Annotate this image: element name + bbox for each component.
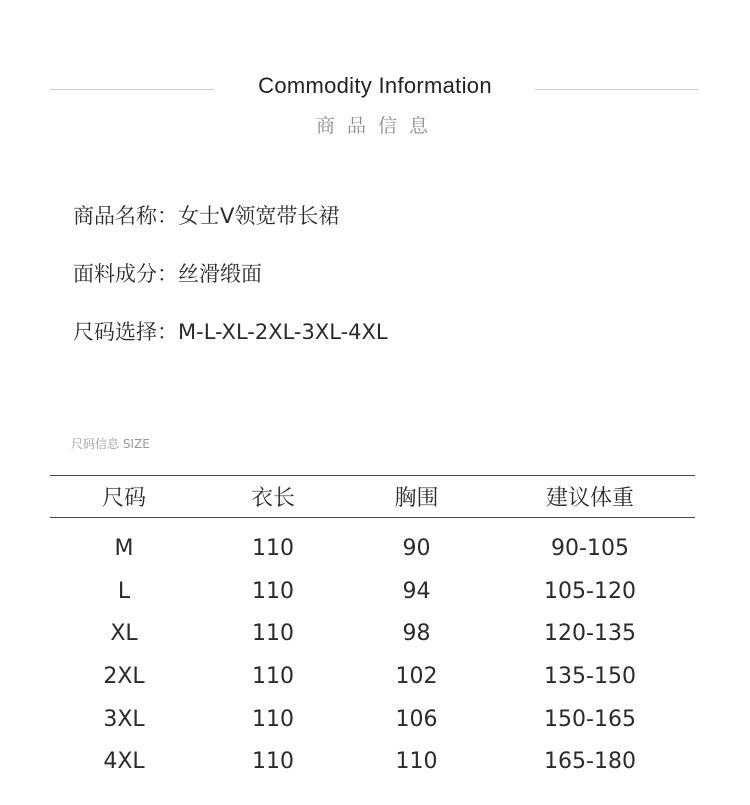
header-weight: 建议体重 bbox=[545, 486, 634, 511]
header-bust: 胸围 bbox=[394, 486, 439, 511]
table-row bbox=[50, 655, 695, 698]
cell-bust: 102 bbox=[395, 663, 438, 689]
cell-weight: 165-180 bbox=[544, 749, 636, 775]
page-title-en: Commodity Information bbox=[258, 73, 492, 98]
table-row bbox=[50, 698, 695, 741]
cell-weight: 150-165 bbox=[544, 706, 636, 732]
size-table bbox=[50, 475, 695, 783]
info-fabric: 面料成分：丝滑缎面 bbox=[73, 262, 262, 286]
table-body bbox=[50, 518, 695, 783]
table-row bbox=[50, 740, 695, 783]
cell-size: L bbox=[117, 578, 131, 604]
cell-size: M bbox=[114, 535, 134, 561]
cell-size: XL bbox=[110, 621, 138, 647]
cell-size: 4XL bbox=[103, 749, 145, 775]
header-length: 衣长 bbox=[250, 486, 295, 511]
cell-bust: 98 bbox=[402, 621, 431, 647]
cell-bust: 94 bbox=[402, 578, 431, 604]
size-caption: 尺码信息 SIZE bbox=[71, 437, 150, 451]
table-row bbox=[50, 570, 695, 613]
header-size: 尺码 bbox=[101, 486, 146, 511]
cell-size: 2XL bbox=[103, 663, 145, 689]
cell-weight: 105-120 bbox=[544, 578, 636, 604]
cell-weight: 135-150 bbox=[544, 663, 636, 689]
cell-length: 110 bbox=[252, 749, 294, 775]
cell-bust: 106 bbox=[395, 706, 438, 732]
cell-length: 110 bbox=[252, 578, 294, 604]
info-product-name: 商品名称：女士V领宽带长裙 bbox=[73, 204, 340, 228]
cell-length: 110 bbox=[252, 621, 294, 647]
cell-weight: 90-105 bbox=[551, 535, 629, 561]
info-sizes: 尺码选择：M-L-XL-2XL-3XL-4XL bbox=[73, 320, 388, 344]
cell-bust: 110 bbox=[395, 749, 438, 775]
table-row bbox=[50, 527, 695, 570]
table-row bbox=[50, 612, 695, 655]
cell-weight: 120-135 bbox=[544, 621, 636, 647]
cell-bust: 90 bbox=[402, 535, 431, 561]
table-header-row bbox=[50, 476, 695, 517]
page-title-cn: 商品信息 bbox=[315, 115, 440, 137]
cell-length: 110 bbox=[252, 535, 294, 561]
cell-length: 110 bbox=[252, 663, 294, 689]
cell-size: 3XL bbox=[103, 706, 145, 732]
product-info bbox=[73, 200, 388, 374]
cell-length: 110 bbox=[252, 706, 294, 732]
